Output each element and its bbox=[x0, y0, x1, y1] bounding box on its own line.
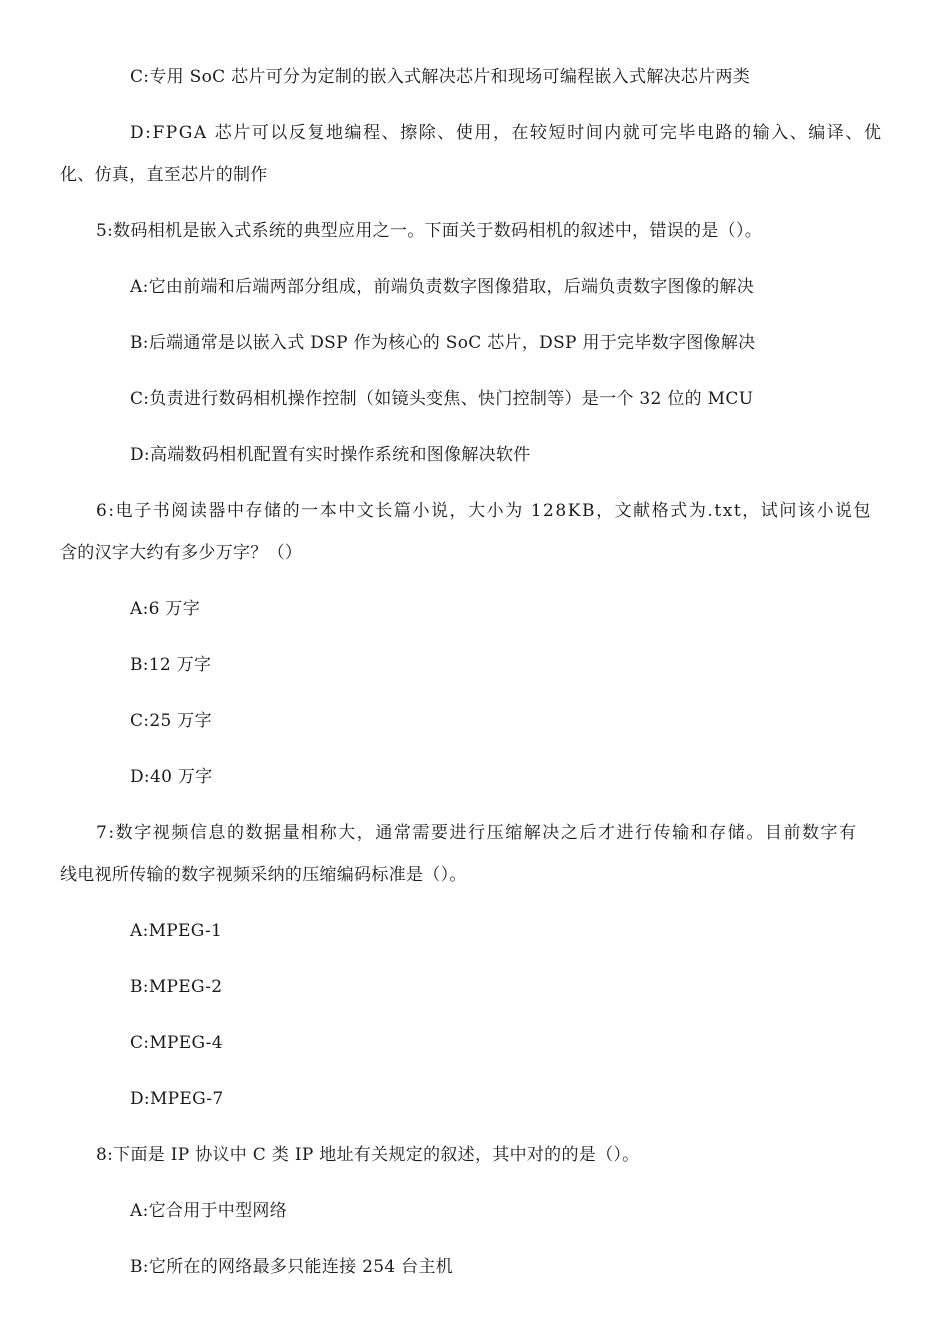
q6-option-a: A:6 万字 bbox=[130, 599, 201, 619]
q7-option-b: B:MPEG-2 bbox=[130, 977, 223, 997]
q4-option-d-line2: 化、仿真，直至芯片的制作 bbox=[60, 165, 268, 185]
q8-option-b: B:它所在的网络最多只能连接 254 台主机 bbox=[130, 1257, 454, 1277]
q6-option-d: D:40 万字 bbox=[130, 767, 213, 787]
q7-option-a: A:MPEG-1 bbox=[130, 921, 223, 941]
q4-option-d-line1: D:FPGA 芯片可以反复地编程、擦除、使用，在较短时间内就可完毕电路的输入、编译、优 bbox=[130, 123, 883, 143]
q7-stem-line2: 线电视所传输的数字视频采纳的压缩编码标准是（）。 bbox=[60, 865, 467, 885]
q7-stem-line1: 7:数字视频信息的数据量相称大，通常需要进行压缩解决之后才进行传输和存储。目前数字有 bbox=[96, 823, 858, 843]
q4-option-c: C:专用 SoC 芯片可分为定制的嵌入式解决芯片和现场可编程嵌入式解决芯片两类 bbox=[130, 67, 751, 87]
q5-option-d: D:高端数码相机配置有实时操作系统和图像解决软件 bbox=[130, 445, 531, 465]
q6-stem-line1: 6:电子书阅读器中存储的一本中文长篇小说，大小为 128KB，文献格式为.txt，试问该小说包 bbox=[96, 501, 873, 521]
q8-option-a: A:它合用于中型网络 bbox=[130, 1201, 288, 1221]
q7-option-c: C:MPEG-4 bbox=[130, 1033, 223, 1053]
q5-option-b: B:后端通常是以嵌入式 DSP 作为核心的 SoC 芯片，DSP 用于完毕数字图像解决 bbox=[130, 333, 756, 353]
q8-stem: 8:下面是 IP 协议中 C 类 IP 地址有关规定的叙述，其中对的的是（）。 bbox=[96, 1145, 640, 1165]
q6-option-c: C:25 万字 bbox=[130, 711, 212, 731]
q5-option-c: C:负责进行数码相机操作控制（如镜头变焦、快门控制等）是一个 32 位的 MCU bbox=[130, 389, 754, 409]
q7-option-d: D:MPEG-7 bbox=[130, 1089, 224, 1109]
q5-option-a: A:它由前端和后端两部分组成，前端负责数字图像猎取，后端负责数字图像的解决 bbox=[130, 277, 755, 297]
q6-stem-line2: 含的汉字大约有多少万字？（） bbox=[60, 543, 303, 563]
q6-option-b: B:12 万字 bbox=[130, 655, 212, 675]
q5-stem: 5:数码相机是嵌入式系统的典型应用之一。下面关于数码相机的叙述中，错误的是（）。 bbox=[96, 221, 763, 241]
